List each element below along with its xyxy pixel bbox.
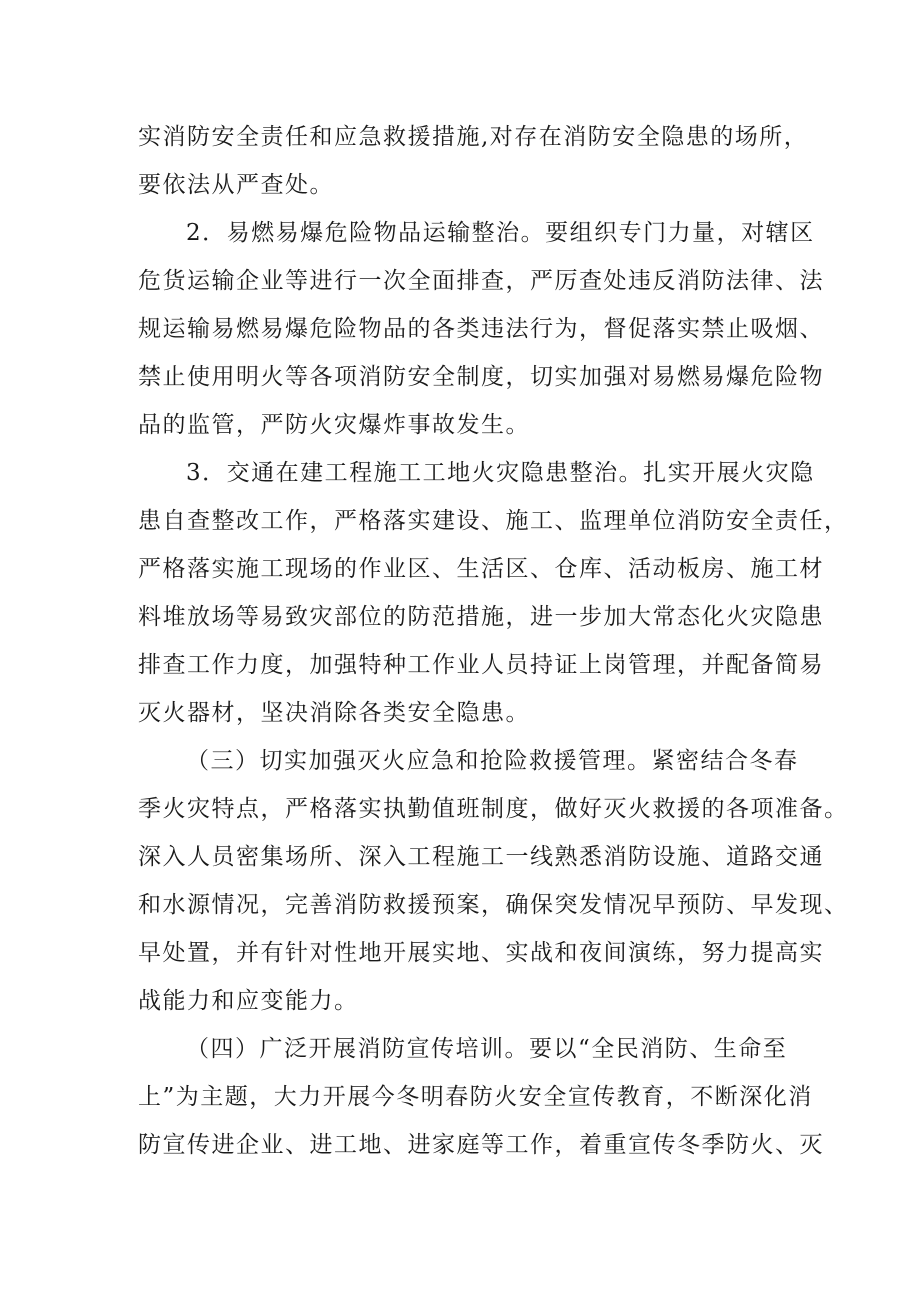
text-line: 危货运输企业等进行一次全面排查，严厉查处违反消防法律、法 (138, 268, 824, 294)
text-line: 深入人员密集场所、深入工程施工一线熟悉消防设施、道路交通 (138, 844, 824, 870)
text-line: 早处置，并有针对性地开展实地、实战和夜间演练，努力提高实 (138, 940, 824, 966)
text-line: 3．交通在建工程施工工地火灾隐患整治。扎实开展火灾隐 (186, 460, 815, 486)
text-line: 实消防安全责任和应急救援措施,对存在消防安全隐患的场所， (138, 124, 809, 150)
text-line: 料堆放场等易致灾部位的防范措施，进一步加大常态化火灾隐患 (138, 604, 824, 630)
text-line: 规运输易燃易爆危险物品的各类违法行为，督促落实禁止吸烟、 (138, 316, 824, 342)
text-line: 禁止使用明火等各项消防安全制度，切实加强对易燃易爆危险物 (138, 364, 824, 390)
text-line: 季火灾特点，严格落实执勤值班制度，做好灭火救援的各项准备。 (138, 796, 849, 822)
text-line: （四）广泛开展消防宣传培训。要以“全民消防、生命至 (186, 1036, 788, 1062)
text-line: 防宣传进企业、进工地、进家庭等工作，着重宣传冬季防火、灭 (138, 1132, 824, 1158)
text-line: 患自查整改工作，严格落实建设、施工、监理单位消防安全责任， (138, 508, 849, 534)
text-line: 战能力和应变能力。 (138, 988, 359, 1014)
text-line: 要依法从严查处。 (138, 172, 334, 198)
text-line: 品的监管，严防火灾爆炸事故发生。 (138, 412, 530, 438)
text-line: 上”为主题，大力开展今冬明春防火安全宣传教育，不断深化消 (138, 1084, 813, 1110)
text-line: 和水源情况，完善消防救援预案，确保突发情况早预防、早发现、 (138, 892, 849, 918)
text-line: 2．易燃易爆危险物品运输整治。要组织专门力量，对辖区 (186, 220, 815, 246)
text-line: 严格落实施工现场的作业区、生活区、仓库、活动板房、施工材 (138, 556, 824, 582)
text-line: （三）切实加强灭火应急和抢险救援管理。紧密结合冬春 (186, 748, 799, 774)
text-line: 灭火器材，坚决消除各类安全隐患。 (138, 700, 530, 726)
text-line: 排查工作力度，加强特种工作业人员持证上岗管理，并配备简易 (138, 652, 824, 678)
